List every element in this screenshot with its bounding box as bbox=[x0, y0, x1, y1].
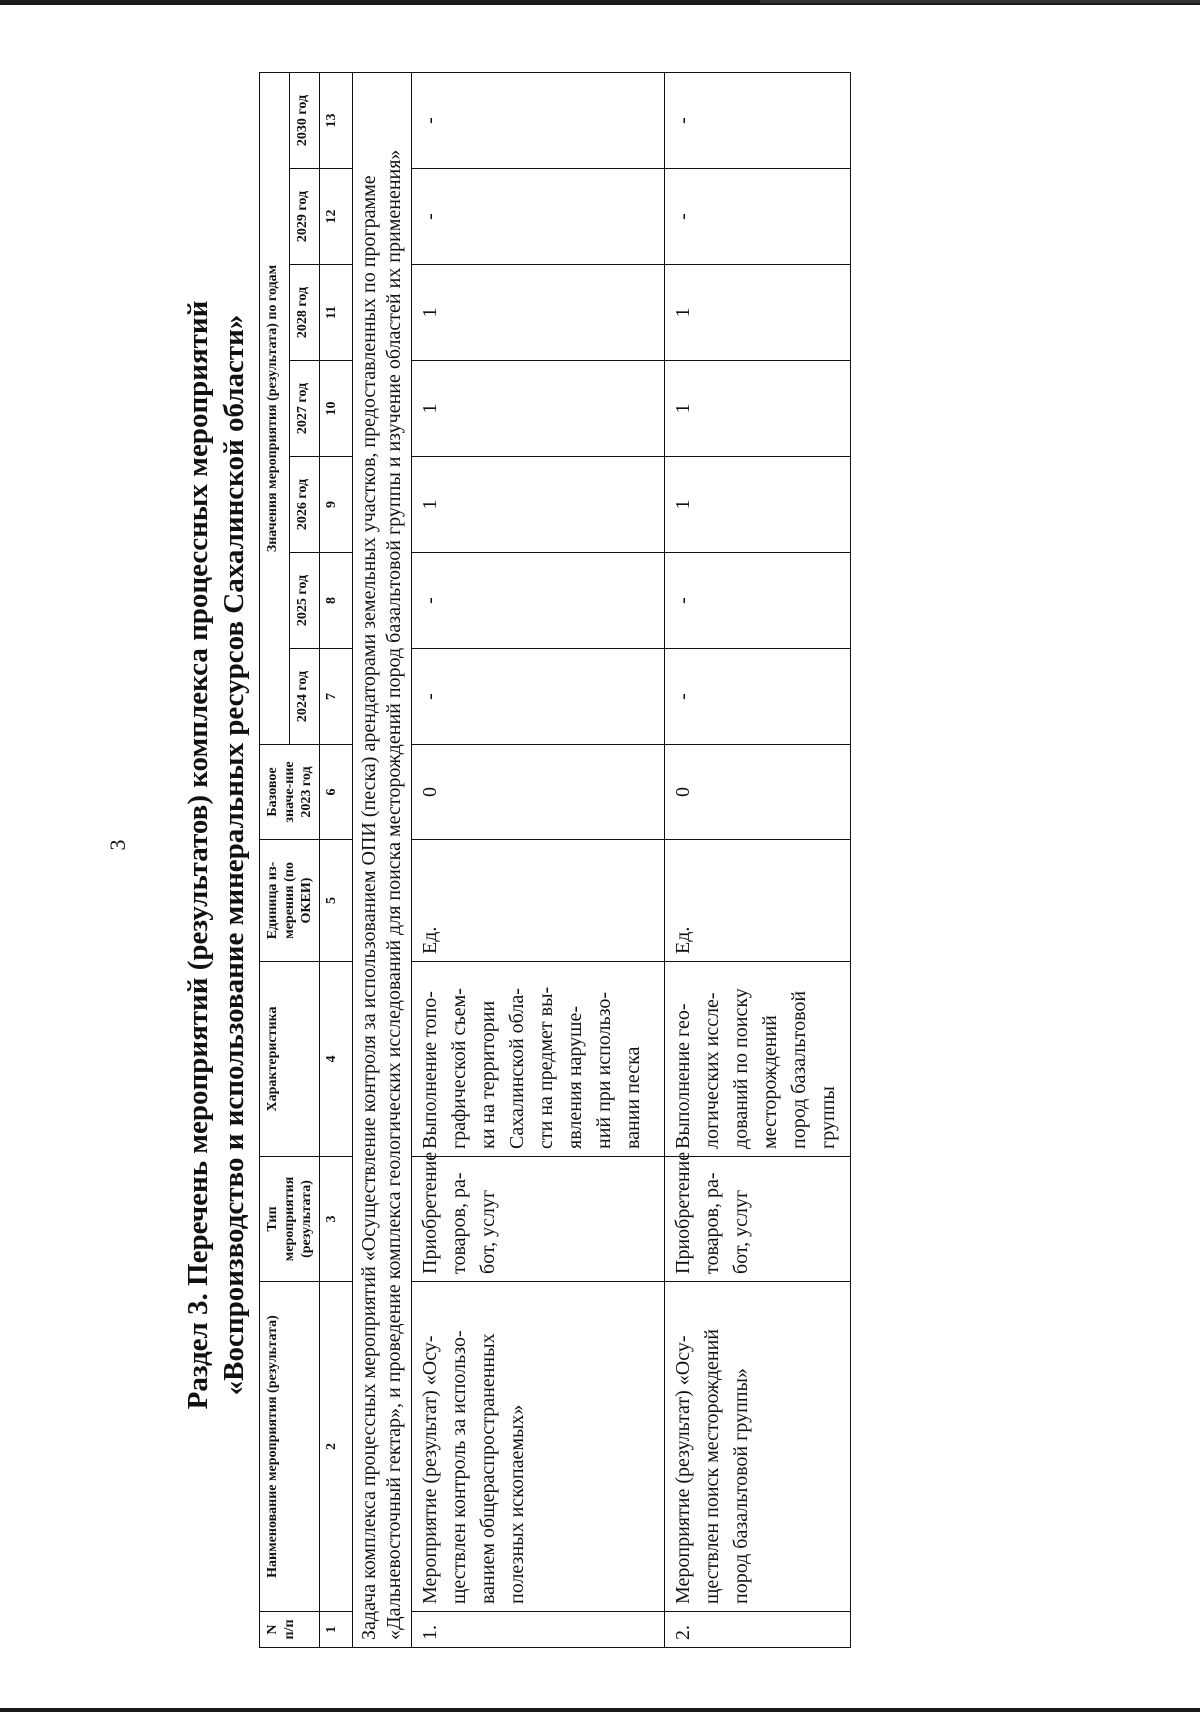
header-years-group: Значения мероприятия (результата) по годам bbox=[260, 72, 290, 744]
row-num: 2. bbox=[665, 1612, 851, 1648]
row-base: 0 bbox=[665, 745, 851, 840]
scan-edge-bottom bbox=[0, 1708, 1200, 1712]
header-type: Тип мероприятия (результата) bbox=[260, 1157, 320, 1282]
header-row-1 bbox=[260, 72, 290, 1647]
row-unit: Ед. bbox=[665, 840, 851, 962]
row-value: - bbox=[665, 72, 851, 168]
column-number: 13 bbox=[320, 72, 353, 168]
row-value: - bbox=[665, 649, 851, 745]
header-year: 2029 год bbox=[290, 169, 320, 265]
column-number: 8 bbox=[320, 553, 353, 649]
row-value: 1 bbox=[412, 361, 665, 457]
section-title bbox=[180, 60, 252, 1650]
task-row bbox=[353, 72, 412, 1647]
row-value: - bbox=[412, 649, 665, 745]
row-type: Приобретение товаров, ра- бот, услуг bbox=[412, 1157, 665, 1282]
rotated-page-content bbox=[180, 60, 930, 1650]
row-value: 1 bbox=[412, 265, 665, 361]
measures-table bbox=[259, 72, 851, 1648]
table-row bbox=[412, 72, 665, 1647]
row-num: 1. bbox=[412, 1612, 665, 1648]
column-number: 2 bbox=[320, 1282, 353, 1612]
header-characteristic: Характеристика bbox=[260, 962, 320, 1157]
header-year: 2024 год bbox=[290, 649, 320, 745]
row-name: Мероприятие (результат) «Осу- ществлен контроль за использо- ванием общераспространенных полезных ископаемых» bbox=[412, 1282, 665, 1612]
column-number: 5 bbox=[320, 840, 353, 962]
column-number: 7 bbox=[320, 649, 353, 745]
header-year: 2030 год bbox=[290, 72, 320, 168]
header-num: N п/п bbox=[260, 1612, 320, 1648]
column-number: 4 bbox=[320, 962, 353, 1157]
header-year: 2025 год bbox=[290, 553, 320, 649]
column-number: 3 bbox=[320, 1157, 353, 1282]
row-value: - bbox=[665, 553, 851, 649]
column-number: 12 bbox=[320, 169, 353, 265]
column-number: 10 bbox=[320, 361, 353, 457]
row-unit: Ед. bbox=[412, 840, 665, 962]
row-characteristic: Выполнение гео- логических иссле- дований по поиску месторождений пород базальтовой группы bbox=[665, 962, 851, 1157]
row-value: 1 bbox=[665, 265, 851, 361]
task-description: Задача комплекса процессных мероприятий «Осуществление контроля за использованием ОПИ (песка) арендаторами земельных участков, предоставленных по программе «Дальневосточный гектар», и проведение комплекса геологических исследований для поиска месторождений пород базальтовой группы и изучение областей их применения» bbox=[353, 72, 412, 1647]
row-value: 1 bbox=[665, 457, 851, 553]
scan-edge-top-right bbox=[760, 0, 1200, 3]
row-name: Мероприятие (результат) «Осу- ществлен поиск месторождений пород базальтовой группы» bbox=[665, 1282, 851, 1612]
row-base: 0 bbox=[412, 745, 665, 840]
column-number-row bbox=[320, 72, 353, 1647]
header-year: 2026 год bbox=[290, 457, 320, 553]
row-value: - bbox=[412, 72, 665, 168]
row-type: Приобретение товаров, ра- бот, услуг bbox=[665, 1157, 851, 1282]
column-number: 1 bbox=[320, 1612, 353, 1648]
row-characteristic: Выполнение топо- графической съем- ки на территории Сахалинской обла- сти на предмет вы- явления наруше- ний при использо- вании песка bbox=[412, 962, 665, 1157]
row-value: 1 bbox=[665, 361, 851, 457]
row-value: - bbox=[412, 169, 665, 265]
column-number: 11 bbox=[320, 265, 353, 361]
header-name: Наименование мероприятия (результата) bbox=[260, 1282, 320, 1612]
row-value: - bbox=[412, 553, 665, 649]
header-year: 2027 год bbox=[290, 361, 320, 457]
section-title-line-1: Раздел 3. Перечень мероприятий (результатов) комплекса процессных мероприятий bbox=[182, 300, 214, 1410]
column-number: 6 bbox=[320, 745, 353, 840]
row-value: - bbox=[665, 169, 851, 265]
row-value: 1 bbox=[412, 457, 665, 553]
table-row bbox=[665, 72, 851, 1647]
page-number: 3 bbox=[105, 839, 130, 851]
header-base: Базовое значе-ние 2023 год bbox=[260, 745, 320, 840]
section-title-line-2: «Воспроизводство и использование минеральных ресурсов Сахалинской области» bbox=[218, 314, 250, 1396]
header-year: 2028 год bbox=[290, 265, 320, 361]
header-unit: Единица из-мерения (по ОКЕИ) bbox=[260, 840, 320, 962]
column-number: 9 bbox=[320, 457, 353, 553]
